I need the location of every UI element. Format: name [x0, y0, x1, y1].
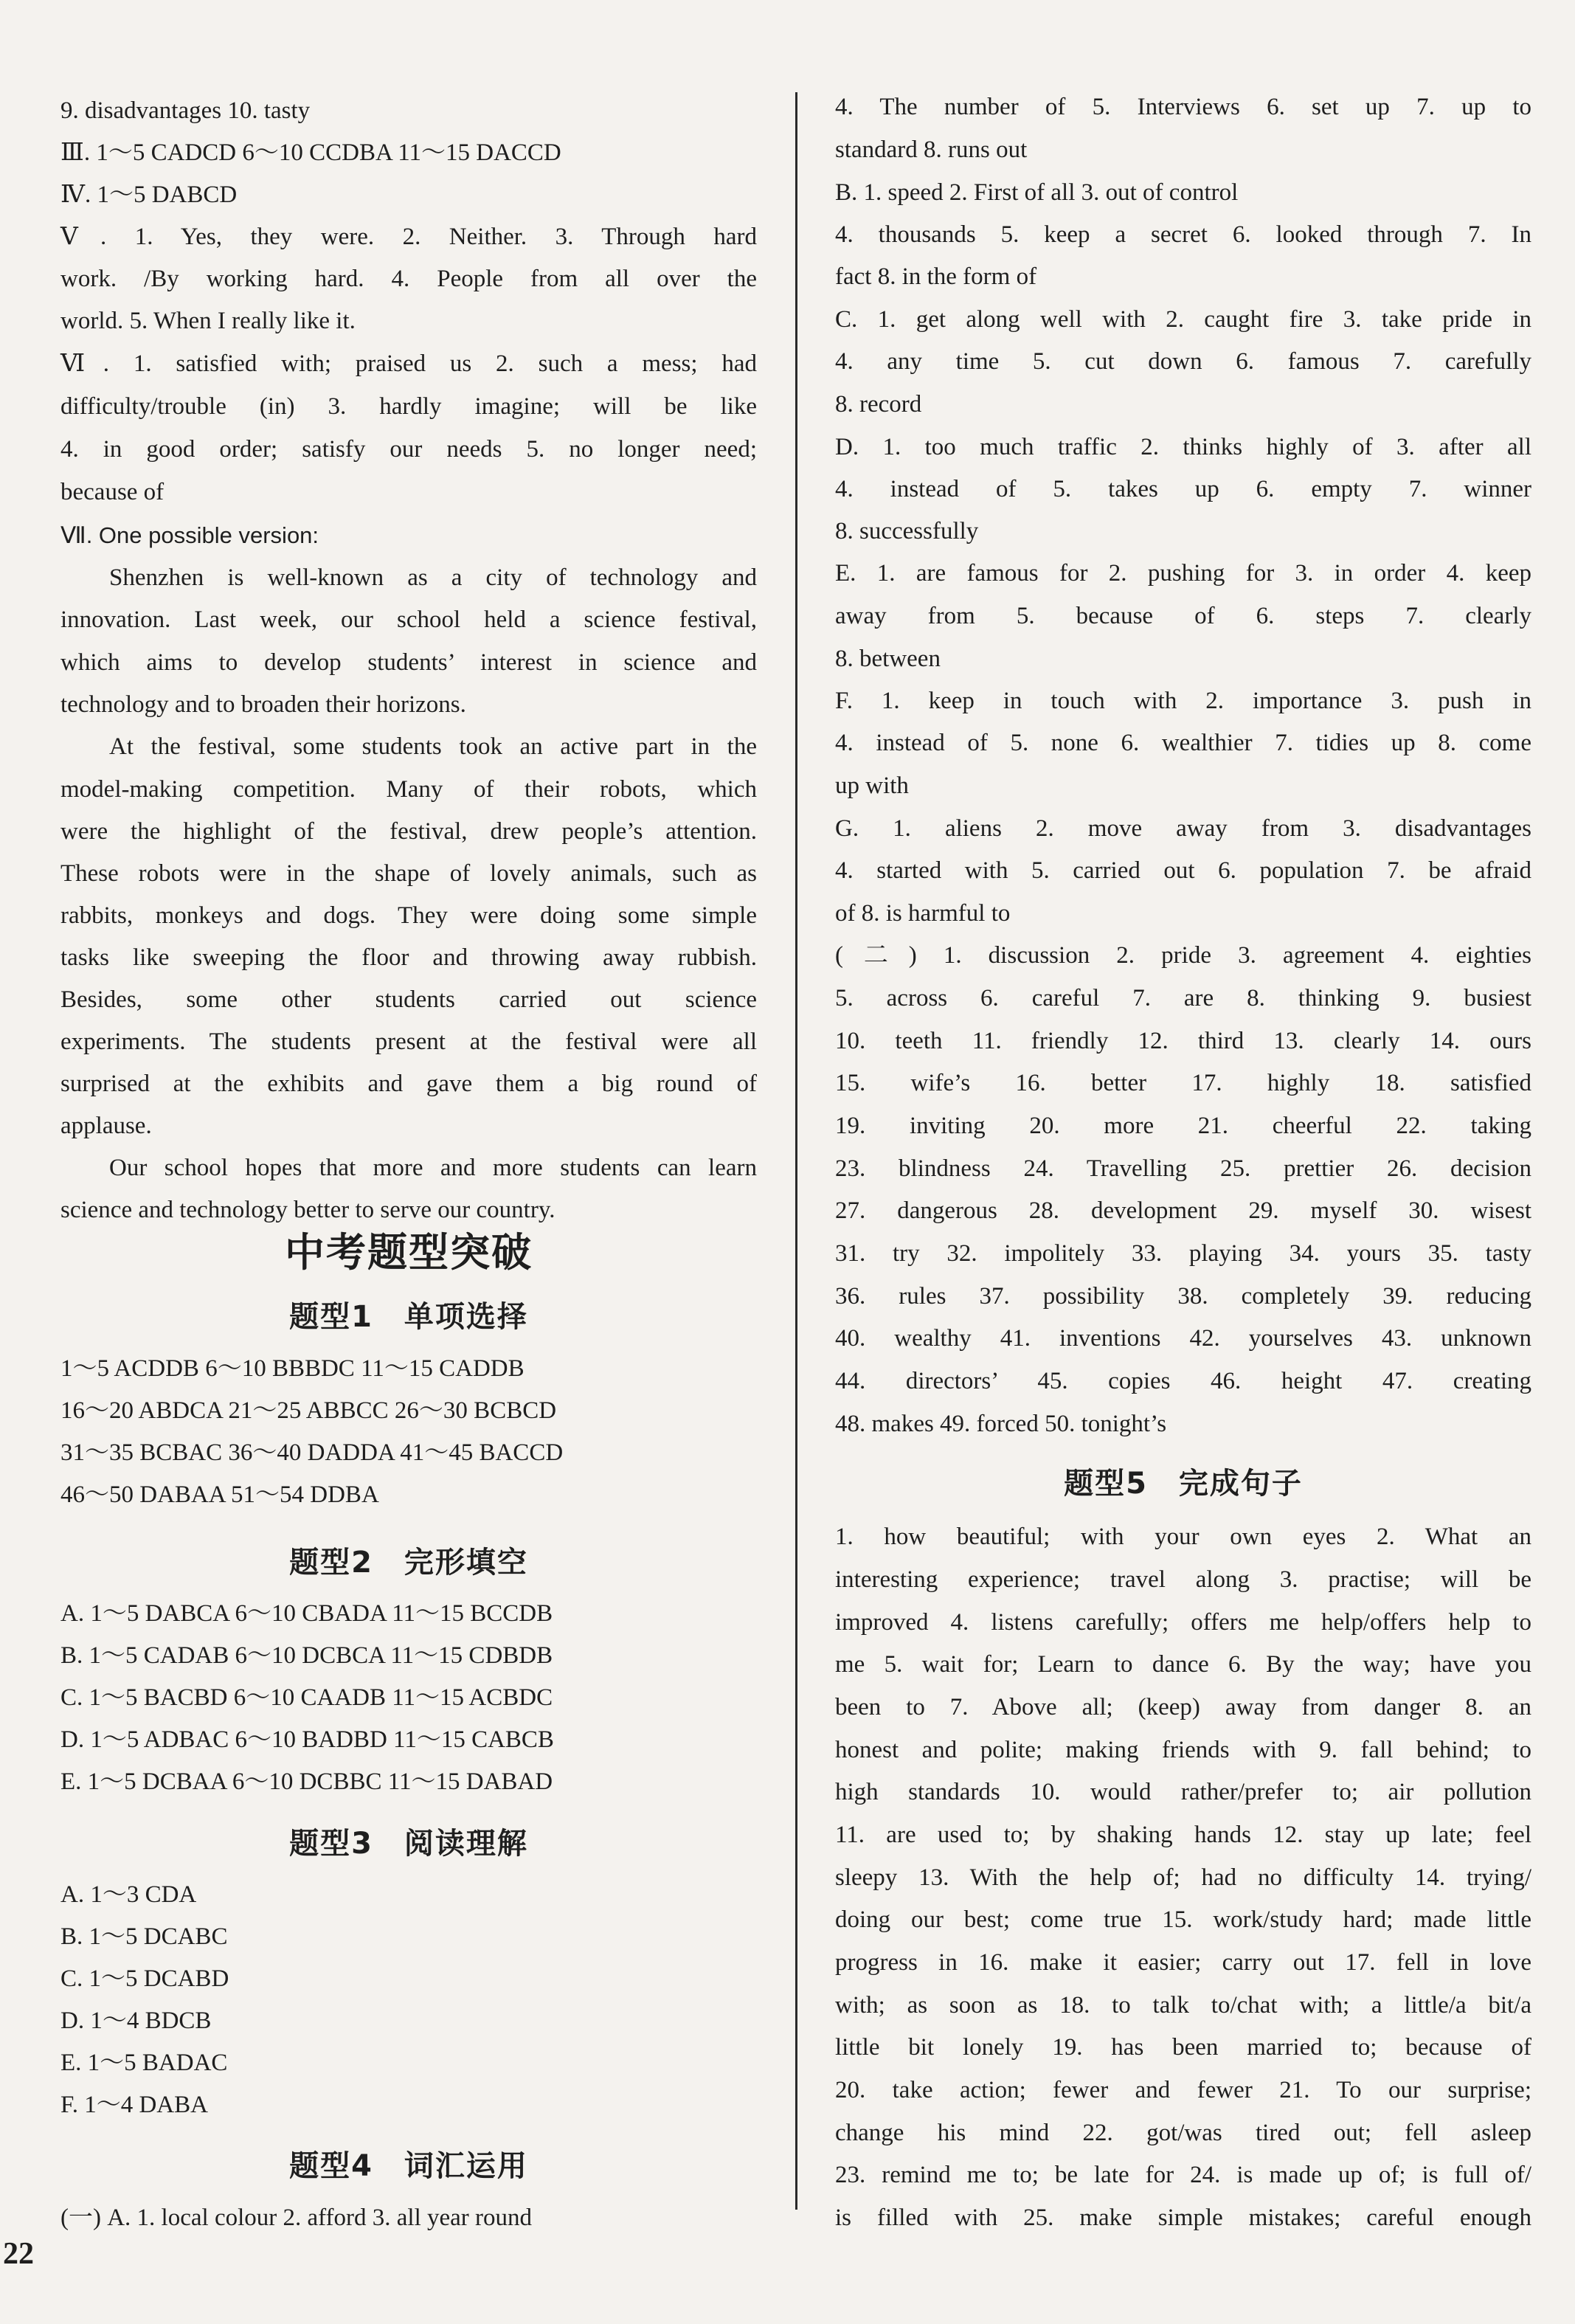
answer-line: change his mind 22. got/was tired out; fell asleep [835, 2120, 1531, 2146]
answer-line: 9. disadvantages 10. tasty [60, 97, 311, 124]
essay-line: tasks like sweeping the floor and throwing away rubbish. [60, 944, 757, 971]
answer-line: B. 1. speed 2. First of all 3. out of control [835, 179, 1239, 206]
answer-line: standard 8. runs out [835, 136, 1028, 163]
section-heading-type4: 题型4 词汇运用 [289, 2149, 528, 2183]
answer-line: fact 8. in the form of [835, 263, 1037, 290]
answer-line: B. 1～5 CADAB 6～10 DCBCA 11～15 CDBDB [60, 1642, 553, 1669]
section-heading-type2: 题型2 完形填空 [289, 1546, 528, 1580]
answer-line: Ⅳ. 1～5 DABCD [60, 181, 238, 208]
essay-line: These robots were in the shape of lovely animals, such as [60, 860, 757, 887]
answer-line: little bit lonely 19. has been married to; because of [835, 2034, 1531, 2061]
answer-line: world. 5. When I really like it. [60, 308, 356, 334]
answer-line: of 8. is harmful to [835, 900, 1011, 927]
essay-line: applause. [60, 1113, 152, 1139]
answer-line: Ⅴ. 1. Yes, they were. 2. Neither. 3. Through hard [60, 224, 757, 250]
answer-line: difficulty/trouble (in) 3. hardly imagine; will be like [60, 393, 757, 420]
answer-line: is filled with 25. make simple mistakes; careful enough [835, 2204, 1531, 2231]
answer-line: F. 1～4 DABA [60, 2092, 208, 2118]
answer-line: 23. blindness 24. Travelling 25. prettier 26. decision [835, 1155, 1531, 1182]
answer-line: F. 1. keep in touch with 2. importance 3. push in [835, 688, 1531, 714]
answer-line: 4. any time 5. cut down 6. famous 7. carefully [835, 348, 1531, 375]
section-heading-type3: 题型3 阅读理解 [289, 1827, 528, 1861]
answer-line: up with [835, 772, 909, 799]
answer-line: progress in 16. make it easier; carry out 17. fell in love [835, 1949, 1531, 1976]
answer-line: doing our best; come true 15. work/study hard; made little [835, 1906, 1531, 1933]
answer-line: E. 1～5 DCBAA 6～10 DCBBC 11～15 DABAD [60, 1768, 553, 1795]
section-heading-type1: 题型1 单项选择 [289, 1300, 528, 1334]
section-heading-type5: 题型5 完成句子 [1064, 1467, 1303, 1501]
essay-label: Ⅶ. One possible version: [60, 522, 319, 548]
answer-line: 31. try 32. impolitely 33. playing 34. yours 35. tasty [835, 1240, 1531, 1267]
answer-line: C. 1. get along well with 2. caught fire 3. take pride in [835, 306, 1531, 333]
answer-line: with; as soon as 18. to talk to/chat with; a little/a bit/a [835, 1992, 1531, 2019]
answer-line: 16～20 ABDCA 21～25 ABBCC 26～30 BCBCD [60, 1397, 557, 1424]
answer-line: 10. teeth 11. friendly 12. third 13. clearly 14. ours [835, 1028, 1531, 1054]
answer-line: 23. remind me to; be late for 24. is made up of; is full of/ [835, 2162, 1531, 2188]
answer-line: improved 4. listens carefully; offers me help/offers help to [835, 1609, 1531, 1636]
answer-line: 15. wife’s 16. better 17. highly 18. satisfied [835, 1070, 1531, 1096]
answer-line: 40. wealthy 41. inventions 42. yourselves 43. unknown [835, 1325, 1531, 1352]
answer-line: 4. thousands 5. keep a secret 6. looked through 7. In [835, 221, 1531, 248]
answer-line: 4. The number of 5. Interviews 6. set up 7. up to [835, 94, 1531, 120]
answer-line: (二) 1. discussion 2. pride 3. agreement 4. eighties [835, 942, 1531, 969]
answer-line: been to 7. Above all; (keep) away from danger 8. an [835, 1694, 1531, 1720]
answer-line: 8. successfully [835, 518, 979, 544]
answer-line: 1～5 ACDDB 6～10 BBBDC 11～15 CADDB [60, 1355, 525, 1382]
essay-line: science and technology better to serve our country. [60, 1197, 555, 1223]
page-number: 22 [3, 2237, 34, 2271]
answer-line: honest and polite; making friends with 9. fall behind; to [835, 1737, 1531, 1763]
answer-line: (一) A. 1. local colour 2. afford 3. all year round [60, 2204, 533, 2231]
essay-line: model-making competition. Many of their robots, which [60, 776, 757, 803]
essay-line: rabbits, monkeys and dogs. They were doing some simple [60, 902, 757, 929]
answer-line: 20. take action; fewer and fewer 21. To our surprise; [835, 2077, 1531, 2103]
essay-line: technology and to broaden their horizons. [60, 691, 466, 718]
answer-line: 4. instead of 5. takes up 6. empty 7. winner [835, 476, 1531, 502]
essay-line: experiments. The students present at the festival were all [60, 1028, 757, 1055]
answer-line: Ⅵ. 1. satisfied with; praised us 2. such a mess; had [60, 350, 757, 377]
answer-line: 8. record [835, 391, 922, 418]
answer-line: E. 1. are famous for 2. pushing for 3. in order 4. keep [835, 560, 1531, 587]
answer-line: 31～35 BCBAC 36～40 DADDA 41～45 BACCD [60, 1439, 564, 1466]
essay-line: Besides, some other students carried out science [60, 986, 757, 1013]
answer-line: 1. how beautiful; with your own eyes 2. What an [835, 1524, 1531, 1550]
column-divider [795, 92, 797, 2210]
answer-line: B. 1～5 DCABC [60, 1923, 228, 1950]
answer-line: 4. started with 5. carried out 6. population 7. be afraid [835, 857, 1531, 884]
answer-line: 36. rules 37. possibility 38. completely 39. reducing [835, 1283, 1531, 1310]
answer-line: D. 1. too much traffic 2. thinks highly of 3. after all [835, 434, 1531, 460]
essay-line: Our school hopes that more and more students can learn [109, 1155, 757, 1181]
main-heading: 中考题型突破 [285, 1229, 533, 1276]
answer-line: 48. makes 49. forced 50. tonight’s [835, 1411, 1167, 1437]
essay-line: At the festival, some students took an active part in the [109, 733, 757, 760]
answer-line: 4. in good order; satisfy our needs 5. no longer need; [60, 436, 757, 463]
answer-line: C. 1～5 DCABD [60, 1965, 229, 1992]
answer-line: high standards 10. would rather/prefer to; air pollution [835, 1779, 1531, 1805]
answer-line: 27. dangerous 28. development 29. myself 30. wisest [835, 1197, 1531, 1224]
essay-line: were the highlight of the festival, drew people’s attention. [60, 818, 757, 845]
essay-line: Shenzhen is well-known as a city of technology and [109, 564, 757, 591]
answer-line: C. 1～5 BACBD 6～10 CAADB 11～15 ACBDC [60, 1684, 553, 1711]
answer-line: G. 1. aliens 2. move away from 3. disadvantages [835, 815, 1531, 842]
answer-line: 46～50 DABAA 51～54 DDBA [60, 1481, 379, 1508]
answer-line: 11. are used to; by shaking hands 12. stay up late; feel [835, 1822, 1531, 1848]
answer-line: D. 1～4 BDCB [60, 2007, 212, 2034]
answer-line: A. 1～5 DABCA 6～10 CBADA 11～15 BCCDB [60, 1600, 553, 1627]
answer-line: sleepy 13. With the help of; had no difficulty 14. trying/ [835, 1864, 1531, 1891]
essay-line: innovation. Last week, our school held a science festival, [60, 606, 757, 633]
answer-line: 44. directors’ 45. copies 46. height 47. creating [835, 1368, 1531, 1394]
essay-line: surprised at the exhibits and gave them a big round of [60, 1071, 757, 1097]
answer-line: me 5. wait for; Learn to dance 6. By the way; have you [835, 1651, 1531, 1678]
answer-line: D. 1～5 ADBAC 6～10 BADBD 11～15 CABCB [60, 1726, 554, 1753]
answer-line: 8. between [835, 646, 941, 672]
answer-line: 19. inviting 20. more 21. cheerful 22. taking [835, 1113, 1531, 1139]
answer-line: interesting experience; travel along 3. practise; will be [835, 1566, 1531, 1593]
answer-line: A. 1～3 CDA [60, 1881, 197, 1908]
essay-line: which aims to develop students’ interest in science and [60, 649, 757, 676]
answer-line: 5. across 6. careful 7. are 8. thinking 9. busiest [835, 985, 1531, 1011]
answer-line: because of [60, 479, 165, 505]
answer-line: 4. instead of 5. none 6. wealthier 7. tidies up 8. come [835, 730, 1531, 756]
answer-line: E. 1～5 BADAC [60, 2050, 228, 2076]
answer-line: work. /By working hard. 4. People from all over the [60, 266, 757, 292]
answer-line: Ⅲ. 1～5 CADCD 6～10 CCDBA 11～15 DACCD [60, 139, 561, 166]
answer-line: away from 5. because of 6. steps 7. clearly [835, 603, 1531, 629]
